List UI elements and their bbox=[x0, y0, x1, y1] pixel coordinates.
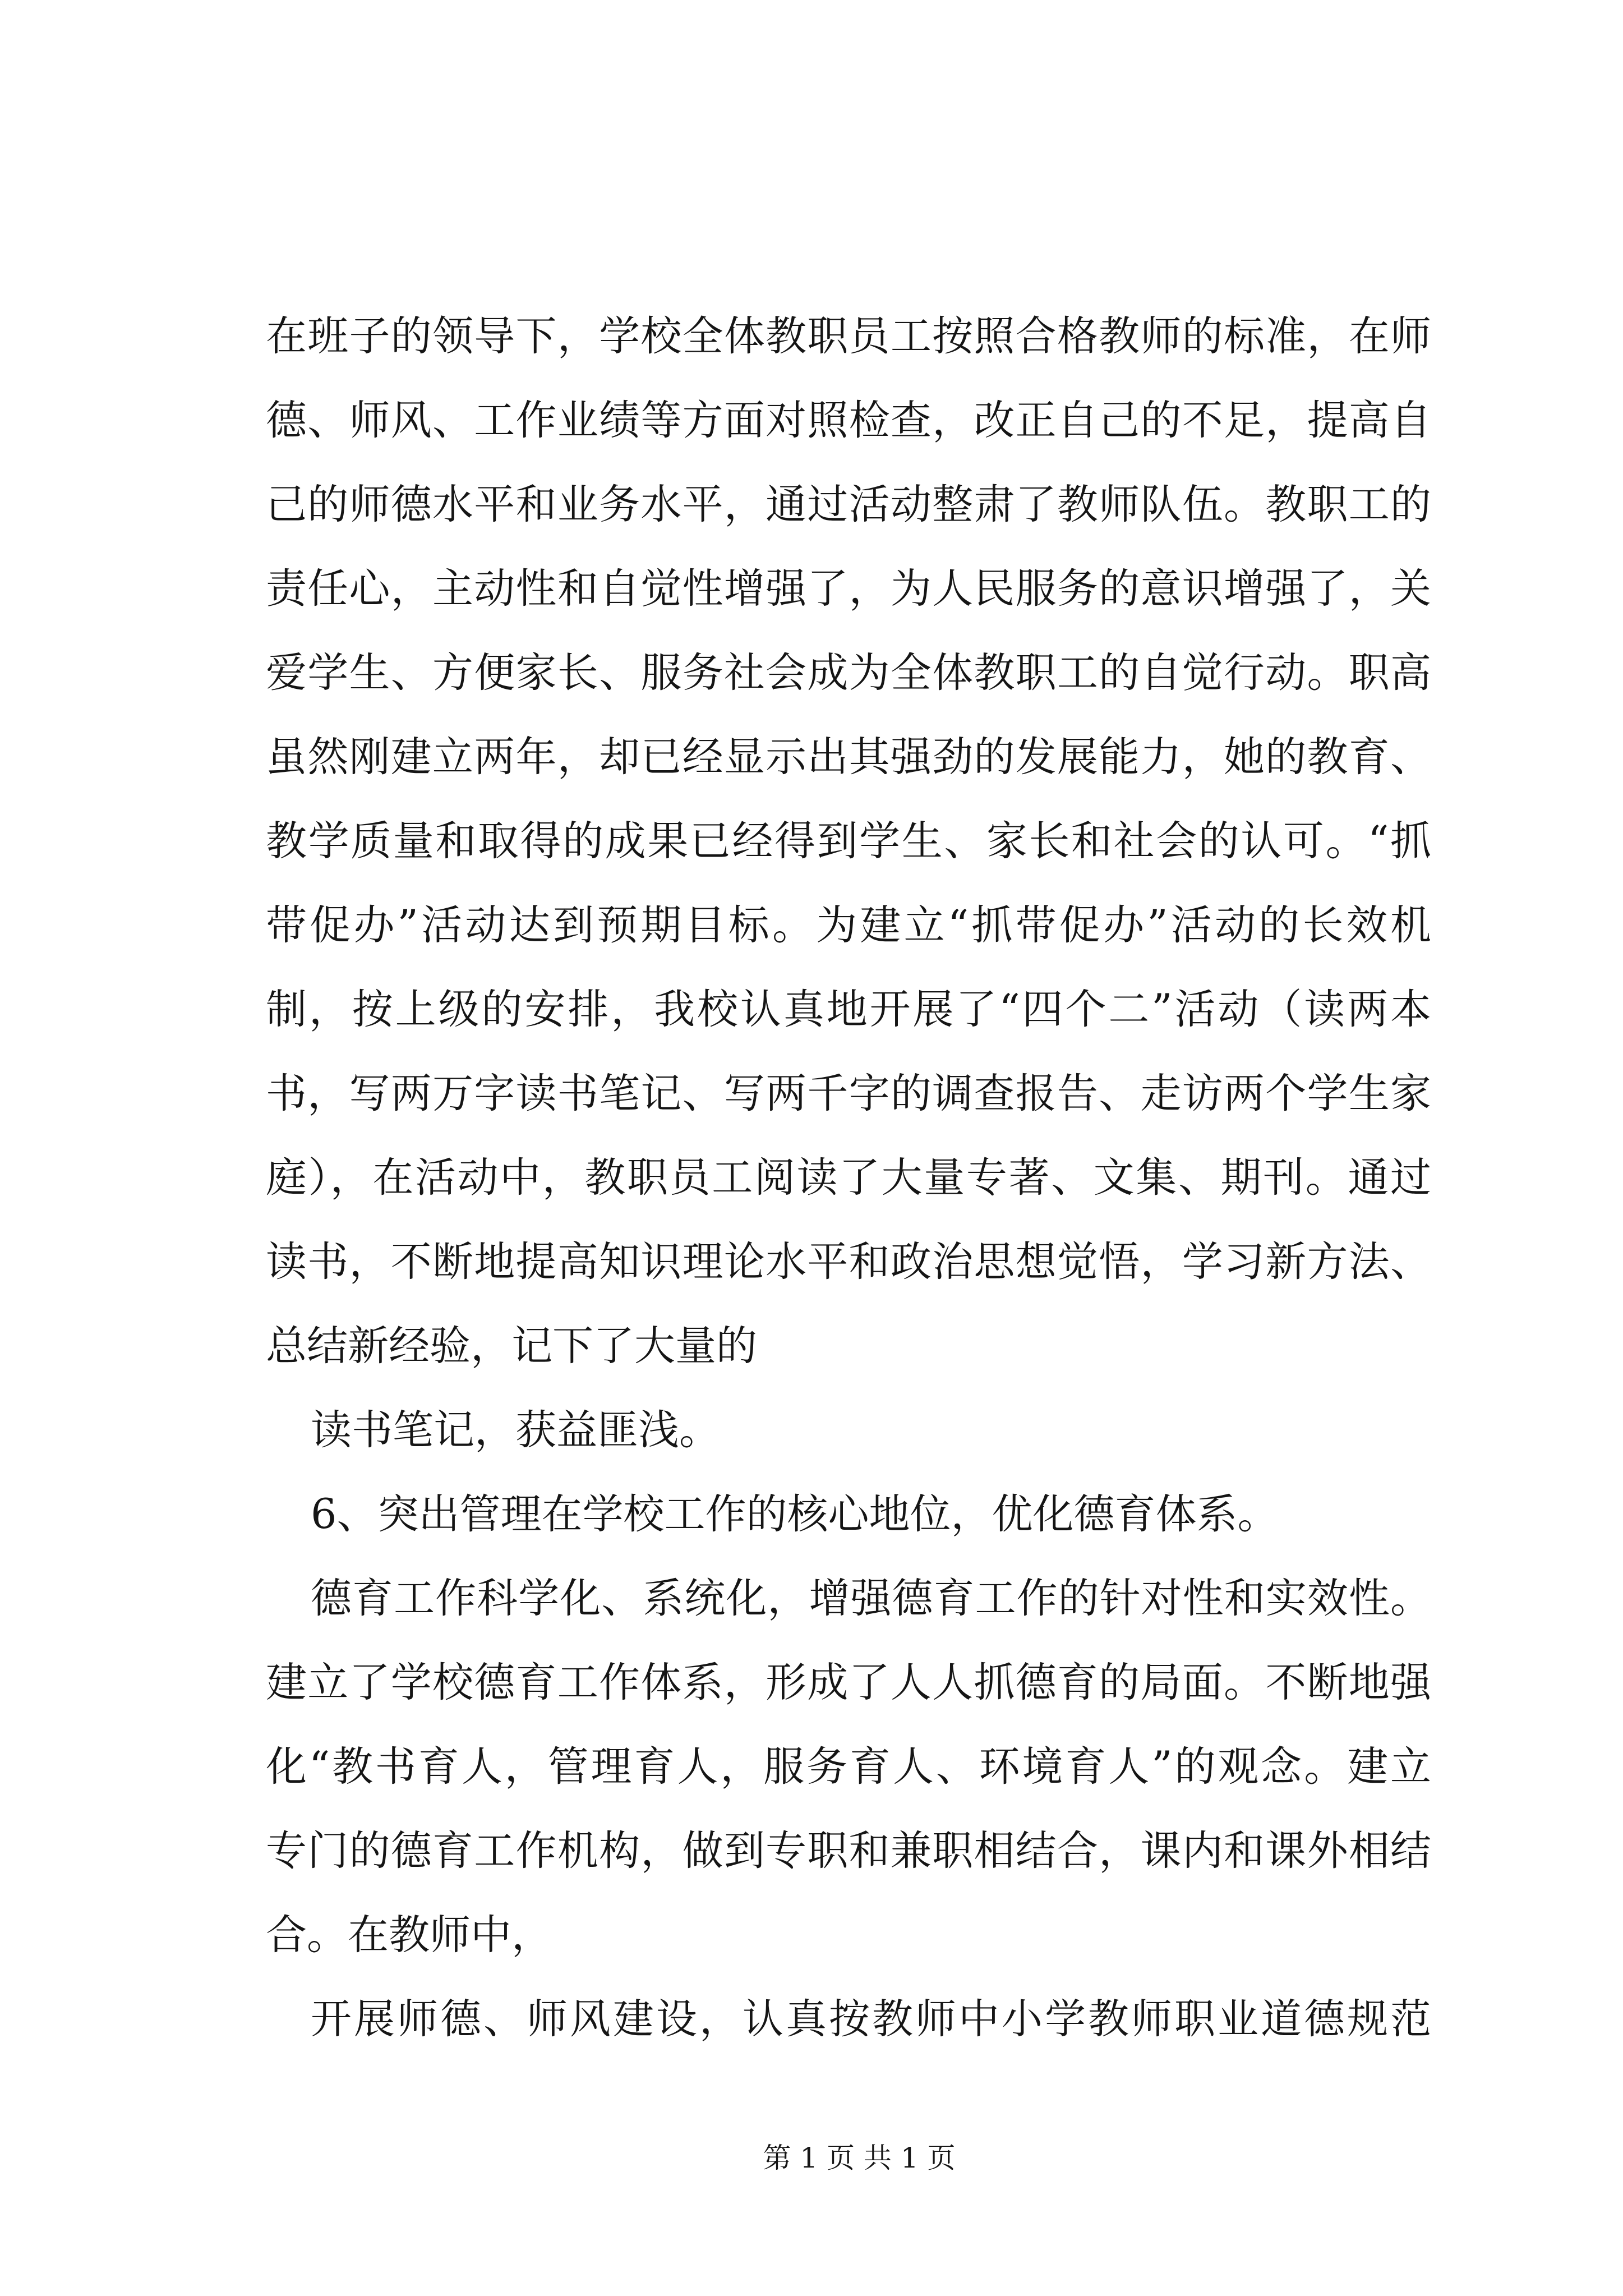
text-line: 化“教书育人，管理育人，服务育人、环境育人”的观念。建立 bbox=[266, 1743, 1431, 1791]
text-line: 合。在教师中， bbox=[266, 1911, 552, 1959]
text-line: 虽然刚建立两年，却已经显示出其强劲的发展能力，她的教育、 bbox=[266, 733, 1431, 781]
document-body bbox=[266, 295, 1431, 2062]
text-line: 总结新经验，记下了大量的 bbox=[266, 1322, 757, 1370]
text-line: 教学质量和取得的成果已经得到学生、家长和社会的认可。“抓 bbox=[266, 817, 1431, 865]
text-line: 德、师风、工作业绩等方面对照检查，改正自己的不足，提高自 bbox=[266, 397, 1431, 444]
text-line: 带促办”活动达到预期目标。为建立“抓带促办”活动的长效机 bbox=[266, 901, 1431, 949]
text-line: 责任心，主动性和自觉性增强了，为人民服务的意识增强了，关 bbox=[266, 565, 1431, 613]
paragraph-line: 德育工作科学化、系统化，增强德育工作的针对性和实效性。 bbox=[311, 1575, 1431, 1622]
text-line: 专门的德育工作机构，做到专职和兼职相结合，课内和课外相结 bbox=[266, 1827, 1431, 1875]
paragraph-line: 读书笔记，获益匪浅。 bbox=[311, 1406, 720, 1454]
page-number-footer: 第 1 页 共 1 页 bbox=[763, 2142, 956, 2174]
text-line: 己的师德水平和业务水平，通过活动整肃了教师队伍。教职工的 bbox=[266, 481, 1431, 528]
text-line: 爱学生、方便家长、服务社会成为全体教职工的自觉行动。职高 bbox=[266, 649, 1431, 697]
text-line: 建立了学校德育工作体系，形成了人人抓德育的局面。不断地强 bbox=[266, 1659, 1431, 1706]
paragraph-line: 开展师德、师风建设，认真按教师中小学教师职业道德规范 bbox=[311, 1995, 1431, 2043]
text-line: 书，写两万字读书笔记、写两千字的调查报告、走访两个学生家 bbox=[266, 1070, 1431, 1117]
text-line: 读书，不断地提高知识理论水平和政治思想觉悟，学习新方法、 bbox=[266, 1238, 1431, 1286]
text-line: 制，按上级的安排，我校认真地开展了“四个二”活动（读两本 bbox=[266, 986, 1431, 1033]
text-line: 在班子的领导下，学校全体教职员工按照合格教师的标准，在师 bbox=[266, 312, 1431, 360]
text-line: 庭），在活动中，教职员工阅读了大量专著、文集、期刊。通过 bbox=[266, 1154, 1431, 1202]
section-heading: 6、突出管理在学校工作的核心地位，优化德育体系。 bbox=[311, 1490, 1279, 1538]
